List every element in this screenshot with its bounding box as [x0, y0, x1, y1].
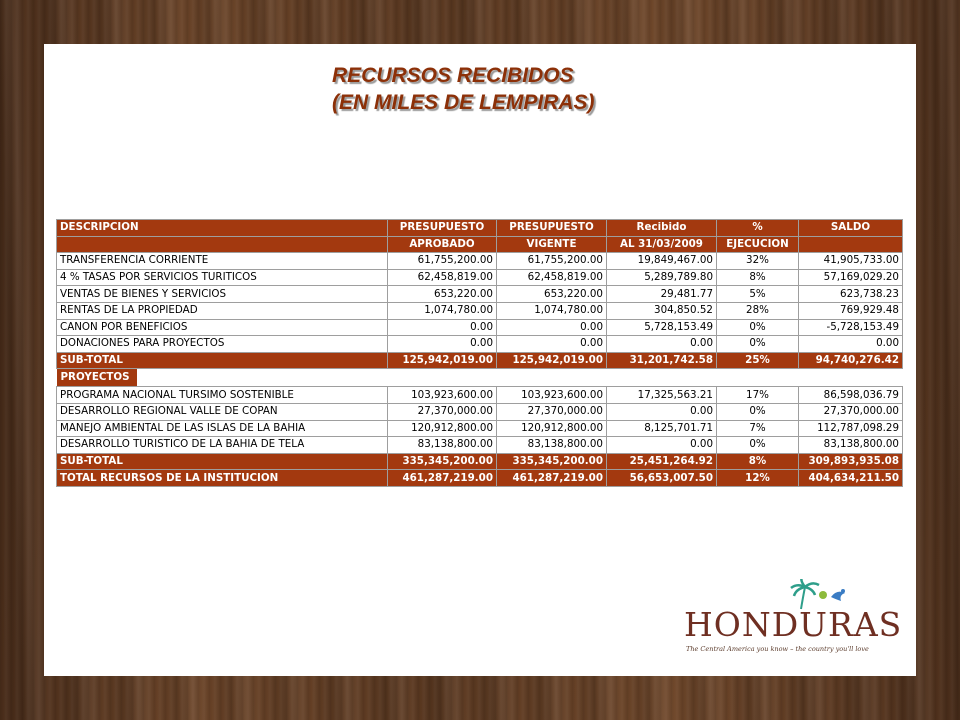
vigente-cell: 83,138,800.00	[497, 437, 607, 454]
aprobado-cell: 27,370,000.00	[388, 403, 497, 420]
desc-cell: TRANSFERENCIA CORRIENTE	[57, 253, 388, 270]
logo-tagline: The Central America you know – the country you'll love	[686, 645, 869, 653]
table-row	[57, 302, 903, 319]
recibido-cell: 29,481.77	[607, 286, 717, 303]
vigente-cell: 61,755,200.00	[497, 253, 607, 270]
column-header: DESCRIPCION	[57, 220, 388, 237]
column-header: %	[717, 220, 799, 237]
ejecucion-cell: 0%	[717, 403, 799, 420]
recibido-cell: 8,125,701.71	[607, 420, 717, 437]
aprobado-cell: 125,942,019.00	[388, 352, 497, 369]
column-header: PRESUPUESTO	[388, 220, 497, 237]
title-line-1: RECURSOS RECIBIDOS	[332, 64, 574, 87]
desc-cell: SUB-TOTAL	[57, 453, 388, 470]
vigente-cell: 0.00	[497, 336, 607, 353]
vigente-cell: 120,912,800.00	[497, 420, 607, 437]
section-label: PROYECTOS	[57, 369, 137, 386]
column-header	[57, 236, 388, 253]
recibido-cell: 19,849,467.00	[607, 253, 717, 270]
slide	[44, 44, 916, 676]
resources-table	[56, 219, 903, 487]
honduras-logo	[684, 579, 903, 659]
desc-cell: VENTAS DE BIENES Y SERVICIOS	[57, 286, 388, 303]
subtotal-row	[57, 453, 903, 470]
aprobado-cell: 1,074,780.00	[388, 302, 497, 319]
ejecucion-cell: 0%	[717, 319, 799, 336]
table-row	[57, 420, 903, 437]
column-header: APROBADO	[388, 236, 497, 253]
saldo-cell: 404,634,211.50	[799, 470, 903, 487]
vigente-cell: 653,220.00	[497, 286, 607, 303]
vigente-cell: 103,923,600.00	[497, 387, 607, 404]
desc-cell: DONACIONES PARA PROYECTOS	[57, 336, 388, 353]
column-header: SALDO	[799, 220, 903, 237]
vigente-cell: 27,370,000.00	[497, 403, 607, 420]
vigente-cell: 461,287,219.00	[497, 470, 607, 487]
recibido-cell: 5,728,153.49	[607, 319, 717, 336]
ejecucion-cell: 5%	[717, 286, 799, 303]
ejecucion-cell: 0%	[717, 437, 799, 454]
recibido-cell: 5,289,789.80	[607, 269, 717, 286]
column-header	[799, 236, 903, 253]
saldo-cell: 83,138,800.00	[799, 437, 903, 454]
ejecucion-cell: 0%	[717, 336, 799, 353]
desc-cell: PROGRAMA NACIONAL TURSIMO SOSTENIBLE	[57, 387, 388, 404]
column-header: PRESUPUESTO	[497, 220, 607, 237]
saldo-cell: 86,598,036.79	[799, 387, 903, 404]
ejecucion-cell: 28%	[717, 302, 799, 319]
saldo-cell: 0.00	[799, 336, 903, 353]
table-row	[57, 387, 903, 404]
vigente-cell: 125,942,019.00	[497, 352, 607, 369]
title-line-2: (EN MILES DE LEMPIRAS)	[332, 91, 595, 114]
aprobado-cell: 120,912,800.00	[388, 420, 497, 437]
aprobado-cell: 335,345,200.00	[388, 453, 497, 470]
subtotal-row	[57, 352, 903, 369]
vigente-cell: 62,458,819.00	[497, 269, 607, 286]
aprobado-cell: 0.00	[388, 336, 497, 353]
column-header: Recibido	[607, 220, 717, 237]
ejecucion-cell: 25%	[717, 352, 799, 369]
saldo-cell: 769,929.48	[799, 302, 903, 319]
aprobado-cell: 83,138,800.00	[388, 437, 497, 454]
table-row	[57, 336, 903, 353]
saldo-cell: 57,169,029.20	[799, 269, 903, 286]
ejecucion-cell: 12%	[717, 470, 799, 487]
header-row	[57, 236, 903, 253]
aprobado-cell: 62,458,819.00	[388, 269, 497, 286]
desc-cell: SUB-TOTAL	[57, 352, 388, 369]
saldo-cell: 94,740,276.42	[799, 352, 903, 369]
desc-cell: RENTAS DE LA PROPIEDAD	[57, 302, 388, 319]
recibido-cell: 0.00	[607, 437, 717, 454]
saldo-cell: 623,738.23	[799, 286, 903, 303]
aprobado-cell: 461,287,219.00	[388, 470, 497, 487]
aprobado-cell: 103,923,600.00	[388, 387, 497, 404]
aprobado-cell: 0.00	[388, 319, 497, 336]
desc-cell: CANON POR BENEFICIOS	[57, 319, 388, 336]
ejecucion-cell: 32%	[717, 253, 799, 270]
total-row	[57, 470, 903, 487]
ejecucion-cell: 8%	[717, 269, 799, 286]
ejecucion-cell: 7%	[717, 420, 799, 437]
table-row	[57, 319, 903, 336]
desc-cell: DESARROLLO TURISTICO DE LA BAHIA DE TELA	[57, 437, 388, 454]
recibido-cell: 0.00	[607, 336, 717, 353]
table-row	[57, 437, 903, 454]
column-header: EJECUCION	[717, 236, 799, 253]
aprobado-cell: 653,220.00	[388, 286, 497, 303]
recibido-cell: 304,850.52	[607, 302, 717, 319]
recibido-cell: 56,653,007.50	[607, 470, 717, 487]
section-row	[57, 369, 903, 387]
vigente-cell: 0.00	[497, 319, 607, 336]
aprobado-cell: 61,755,200.00	[388, 253, 497, 270]
desc-cell: DESARROLLO REGIONAL VALLE DE COPAN	[57, 403, 388, 420]
table-row	[57, 403, 903, 420]
saldo-cell: -5,728,153.49	[799, 319, 903, 336]
ejecucion-cell: 8%	[717, 453, 799, 470]
saldo-cell: 27,370,000.00	[799, 403, 903, 420]
vigente-cell: 335,345,200.00	[497, 453, 607, 470]
slide-title	[332, 62, 595, 116]
recibido-cell: 17,325,563.21	[607, 387, 717, 404]
vigente-cell: 1,074,780.00	[497, 302, 607, 319]
section-spacer	[388, 369, 903, 387]
recibido-cell: 25,451,264.92	[607, 453, 717, 470]
table-row	[57, 253, 903, 270]
logo-wordmark: HONDURAS	[684, 605, 903, 644]
recibido-cell: 31,201,742.58	[607, 352, 717, 369]
desc-cell: 4 % TASAS POR SERVICIOS TURITICOS	[57, 269, 388, 286]
desc-cell: TOTAL RECURSOS DE LA INSTITUCION	[57, 470, 388, 487]
saldo-cell: 41,905,733.00	[799, 253, 903, 270]
recibido-cell: 0.00	[607, 403, 717, 420]
saldo-cell: 112,787,098.29	[799, 420, 903, 437]
saldo-cell: 309,893,935.08	[799, 453, 903, 470]
header-row	[57, 220, 903, 237]
ejecucion-cell: 17%	[717, 387, 799, 404]
desc-cell: MANEJO AMBIENTAL DE LAS ISLAS DE LA BAHIA	[57, 420, 388, 437]
column-header: VIGENTE	[497, 236, 607, 253]
table-row	[57, 286, 903, 303]
table-row	[57, 269, 903, 286]
column-header: AL 31/03/2009	[607, 236, 717, 253]
